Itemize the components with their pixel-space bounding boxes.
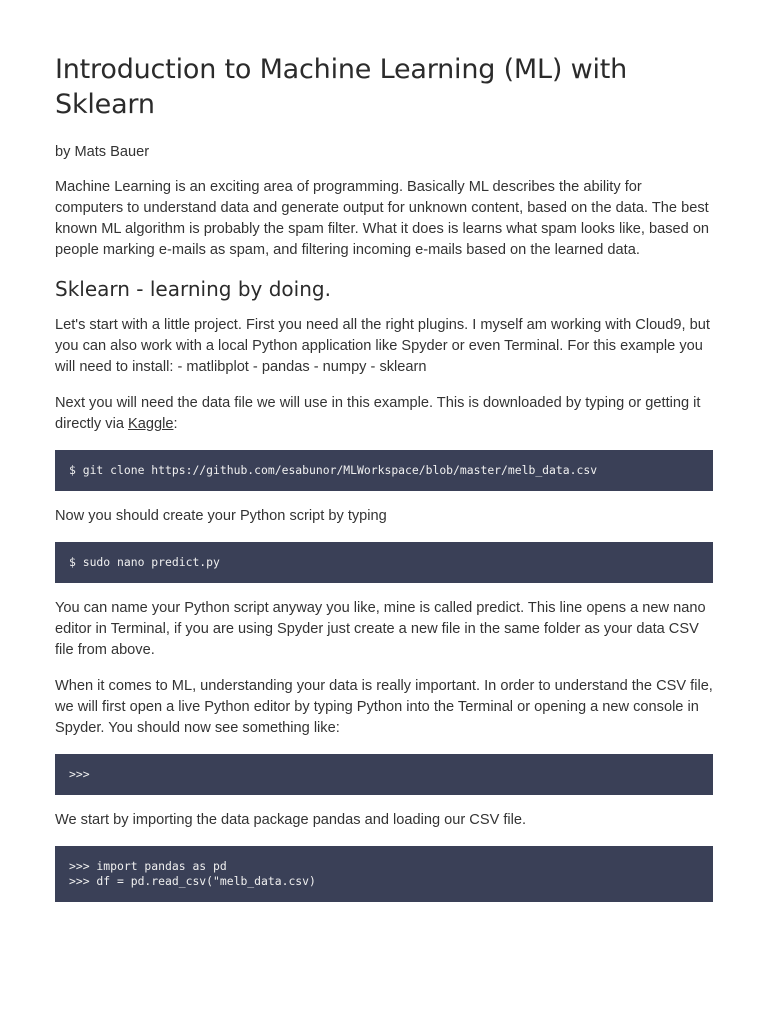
datafile-paragraph — [55, 393, 713, 435]
datafile-text: Next you will need the data file we will use in this example. This is downloaded by typing or getting it directly via — [55, 395, 701, 432]
code-line: >>> — [69, 767, 90, 781]
name-script-paragraph: You can name your Python script anyway you like, mine is called predict. This line opens a new nano editor in Terminal, if you are using Spyder just create a new file in the same folder as your data CSV file from above. — [55, 600, 706, 658]
section-heading: Sklearn - learning by doing. — [55, 277, 331, 301]
code-line: $ sudo nano predict.py — [69, 555, 220, 569]
understand-data-paragraph: When it comes to ML, understanding your data is really important. In order to understand the CSV file, we will first open a live Python editor by typing Python into the Terminal or opening a new console in Spyder. You should now see something like: — [55, 678, 713, 736]
kaggle-link[interactable]: Kaggle — [128, 416, 174, 432]
code-block-nano — [55, 542, 713, 583]
code-line: >>> import pandas as pd — [69, 859, 227, 873]
code-line: >>> df = pd.read_csv("melb_data.csv) — [69, 874, 316, 888]
create-script-paragraph: Now you should create your Python script by typing — [55, 508, 387, 524]
article — [55, 52, 713, 917]
plugins-paragraph: Let's start with a little project. First you need all the right plugins. I myself am working with Cloud9, but you can also work with a local Python application like Spyder or even Terminal. For this example you will need to install: - matlibplot - pandas - numpy - sklearn — [55, 317, 710, 375]
code-block-git-clone — [55, 450, 713, 491]
article-title: Introduction to Machine Learning (ML) with Sklearn — [55, 54, 628, 120]
import-paragraph: We start by importing the data package pandas and loading our CSV file. — [55, 812, 527, 828]
author-byline: by Mats Bauer — [55, 144, 150, 160]
intro-paragraph: Machine Learning is an exciting area of programming. Basically ML describes the ability for computers to understand data and generate output for unknown content, based on the data. The best known ML algorithm is probably the spam filter. What it does is learns what spam looks like, based on people marking e-mails as spam, and filtering incoming e-mails based on the learned data. — [55, 179, 710, 258]
code-block-import — [55, 846, 713, 902]
code-line: $ git clone https://github.com/esabunor/MLWorkspace/blob/master/melb_data.csv — [69, 463, 598, 477]
code-block-prompt — [55, 754, 713, 795]
datafile-colon: : — [173, 416, 178, 432]
